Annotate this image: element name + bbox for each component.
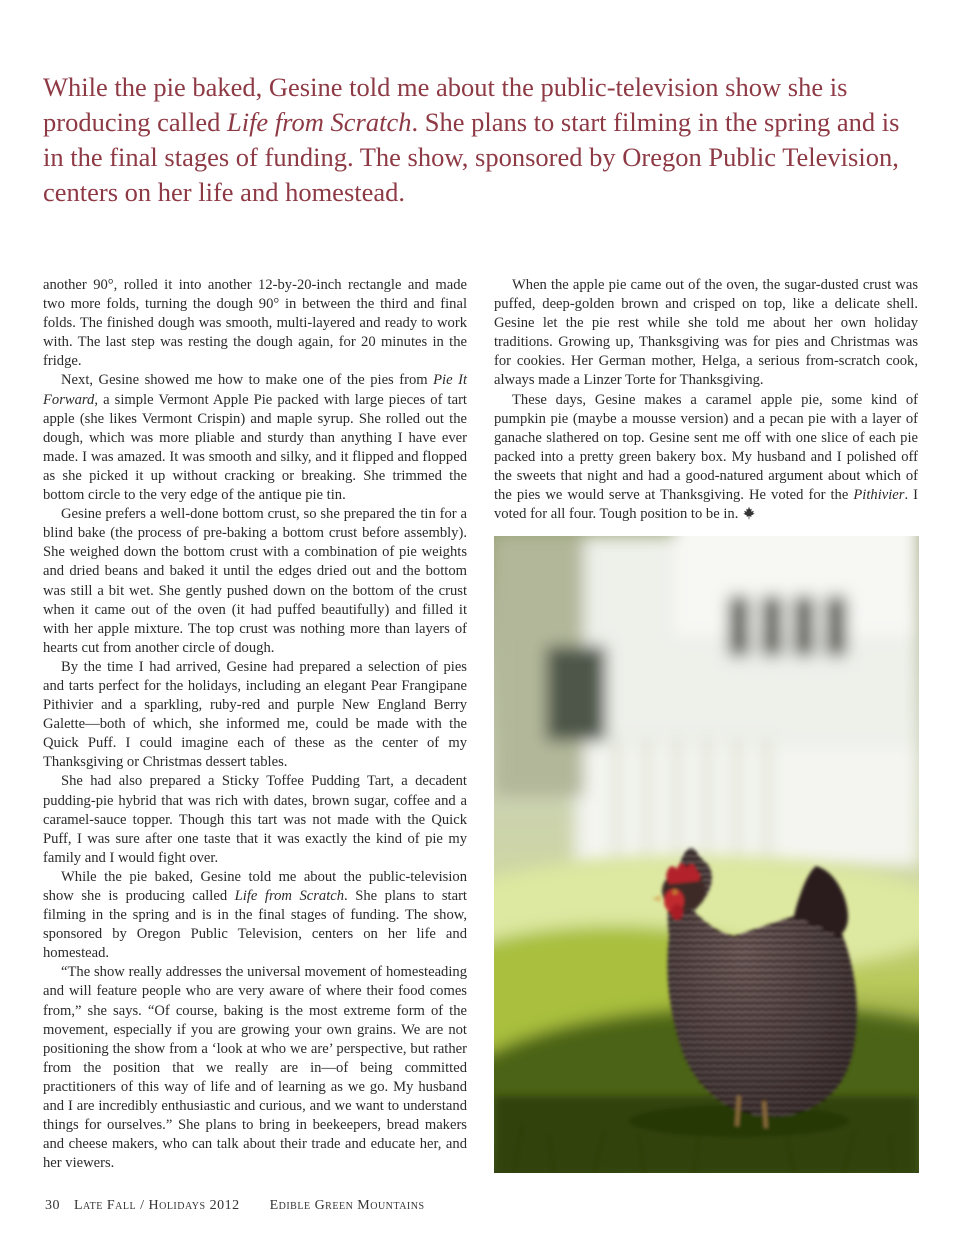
paragraph: By the time I had arrived, Gesine had prepared a selection of pies and tarts perfect for the holidays, including an elegant Pear Frangipane Pithivier and a sparkling, ruby-red and purple New England Berry Galette—both of which, she informed me, could be made with the Quick Puff. I could imagine each of these as the center of my Thanksgiving or Christmas dessert tables. (43, 658, 467, 771)
page-footer (45, 1198, 425, 1214)
paragraph (494, 391, 918, 525)
paragraph: When the apple pie came out of the oven, the sugar-dusted crust was puffed, deep-golden brown and crisped on top, like a delicate shell. Gesine let the pie rest while she told me about her own holiday traditions. Growing up, Thanksgiving was for pies and Christmas was for cookies. Her German mother, Helga, a serious from-scratch cook, always made a Linzer Torte for Thanksgiving. (494, 277, 918, 389)
right-column (494, 276, 918, 524)
paragraph-text: . She plans to start filming in the spring and is in the final stages of funding. The show, sponsored by Oregon Public Television, centers on her life and homestead. (43, 888, 467, 962)
paragraph-text: Next, Gesine showed me how to make one of the pies from (61, 372, 434, 389)
show-title: Life from Scratch (234, 888, 345, 904)
left-column (43, 276, 467, 1173)
paragraph-text: , a simple Vermont Apple Pie packed with large pieces of tart apple (she likes Vermont Crispin) and maple syrup. She rolled out the dough, which was more pliable and sturdy than anything I have ever made. I was amazed. It was smooth and silky, and it flipped and flopped as she picked it up without cracking or breaking. She trimmed the bottom circle to the very edge of the antique pie tin. (43, 391, 467, 504)
pie-name: Pithivier (853, 487, 905, 504)
paragraph: “The show really addresses the universal movement of homesteading and will feature people who are very aware of where their food comes from,” she says. “Of course, baking is the most extreme form of the movement, especially if you are growing your own grains. We are not positioning the show from a ‘look at who we are’ perspective, but rather from the position that we really are in—of being committed practitioners of this way of life and of learning as we go. My husband and I are incredibly enthusiastic and curious, and we want to understand things for ourselves.” She plans to bring in beekeepers, bread makers and cheese makers, who can talk about their trade and educate her, and her viewers. (43, 964, 467, 1172)
pull-quote (43, 70, 923, 210)
paragraph (43, 371, 467, 505)
paragraph: Gesine prefers a well-done bottom crust, so she prepared the tin for a blind bake (the process of pre-baking a bottom crust before assembly). She weighed down the bottom crust with a combination of pie weights and dried beans and baked it until the edges dried out and the bottom was still a bit wet. She gently pushed down on the bottom of the crust when it came out of the oven (it had puffed beautifully) and filled it with her apple mixture. The top crust was nothing more than layers of hearts cut from another circle of dough. (43, 506, 467, 656)
page-number: 30 (45, 1198, 60, 1213)
book-title: Pie It Forward (43, 372, 467, 408)
issue-name: Late Fall / Holidays 2012 (74, 1198, 240, 1213)
paragraph-text: While the pie baked, Gesine told me about the public-television show she is producing called (43, 868, 467, 904)
hen-illustration (494, 536, 919, 1173)
maple-leaf-icon (742, 506, 756, 520)
paragraph: She had also prepared a Sticky Toffee Pudding Tart, a decadent pudding-pie hybrid that was rich with dates, brown sugar, coffee and a caramel-sauce topper. Though this tart was not made with the Quick Puff, I was sure after one taste that it was exactly the kind of pie my family and I would fight over. (43, 773, 467, 866)
paragraph-text: . I voted for all four. Tough position to be in. (494, 487, 918, 523)
paragraph (43, 868, 467, 963)
pull-quote-text-2: . She plans to start filming in the spring and is in the final stages of funding. The show, sponsored by Oregon Public Television, centers on her life and homestead. (43, 107, 900, 207)
paragraph-text: These days, Gesine makes a caramel apple pie, some kind of pumpkin pie (maybe a mousse version) and a pecan pie with a layer of ganache slathered on top. Gesine sent me off with one slice of each pie packed into a pretty green bakery box. My husband and I polished off the sweets that night and had a good-natured argument about which of the pies we would serve at Thanksgiving. He voted for the (494, 391, 918, 504)
hen-photo (494, 536, 919, 1173)
pull-quote-show-title: Life from Scratch (226, 107, 412, 137)
pull-quote-text-1: While the pie baked, Gesine told me about the public-television show she is producing called (43, 72, 848, 137)
paragraph: another 90°, rolled it into another 12-by-20-inch rectangle and made two more folds, turning the dough 90° in between the third and final folds. The finished dough was smooth, multi-layered and ready to work with. The last step was resting the dough again, for 20 minutes in the fridge. (43, 277, 467, 370)
magazine-name: Edible Green Mountains (269, 1198, 425, 1213)
